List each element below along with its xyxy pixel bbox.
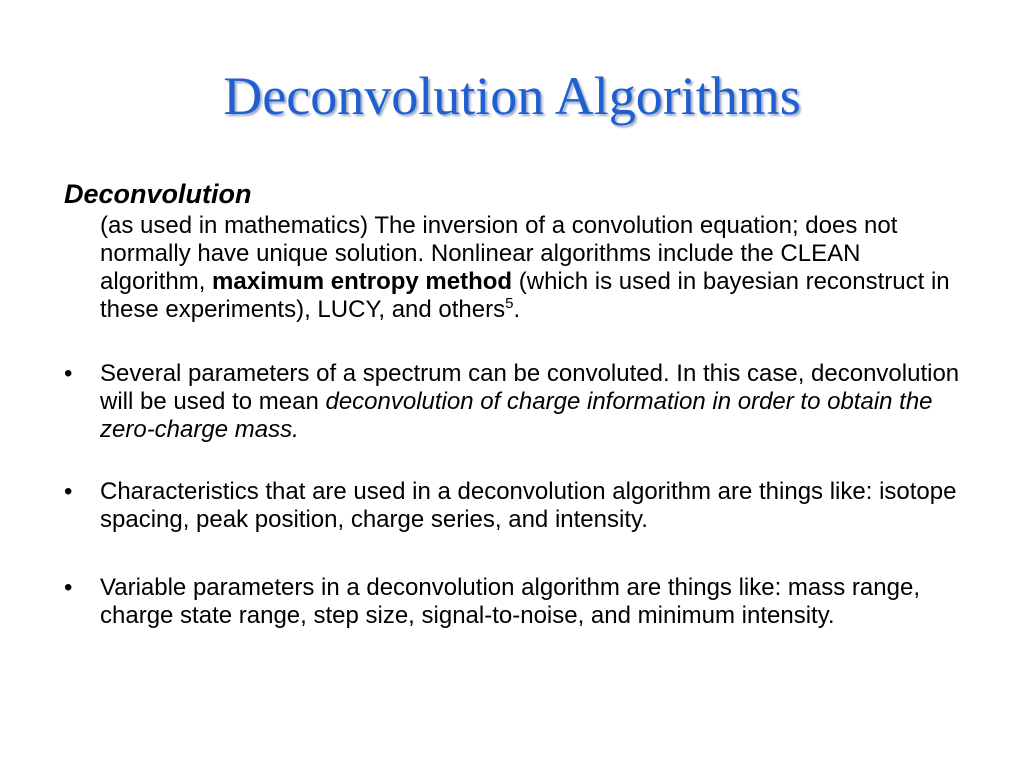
term-heading: Deconvolution [64,179,252,209]
definition-bold-term: maximum entropy method [212,268,513,295]
definition-text-start: (as used in mathematics) The inversion of a convolution equation; does not normally have unique solution. Nonlinear algorithms include the CLEAN algorithm, [100,212,898,295]
bullet-item [64,574,964,630]
definition-text-end: (which is used in bayesian reconstruct in these experiments), LUCY, and others [100,268,950,323]
slide-body [64,176,964,630]
definition-paragraph [100,212,964,324]
bullet-text: Variable parameters in a deconvolution algorithm are things like: mass range, charge state range, step size, signal-to-noise, and minimum intensity. [100,574,920,629]
footnote-marker: 5 [505,295,514,312]
slide-title: Deconvolution Algorithms [223,66,801,126]
bullet-text: Characteristics that are used in a deconvolution algorithm are things like: isotope spacing, peak position, charge series, and intensity. [100,478,957,533]
bullet-item [64,360,964,444]
bullet-icon: • [64,574,73,601]
bullet-icon: • [64,360,73,387]
definition-period: . [513,296,521,323]
bullet-icon: • [64,478,73,505]
bullet-text: Several parameters of a spectrum can be convoluted. In this case, deconvolution will be used to mean [100,360,960,415]
bullet-italic-text: deconvolution of charge information in order to obtain the zero-charge mass. [100,388,933,443]
bullet-item [64,478,964,534]
